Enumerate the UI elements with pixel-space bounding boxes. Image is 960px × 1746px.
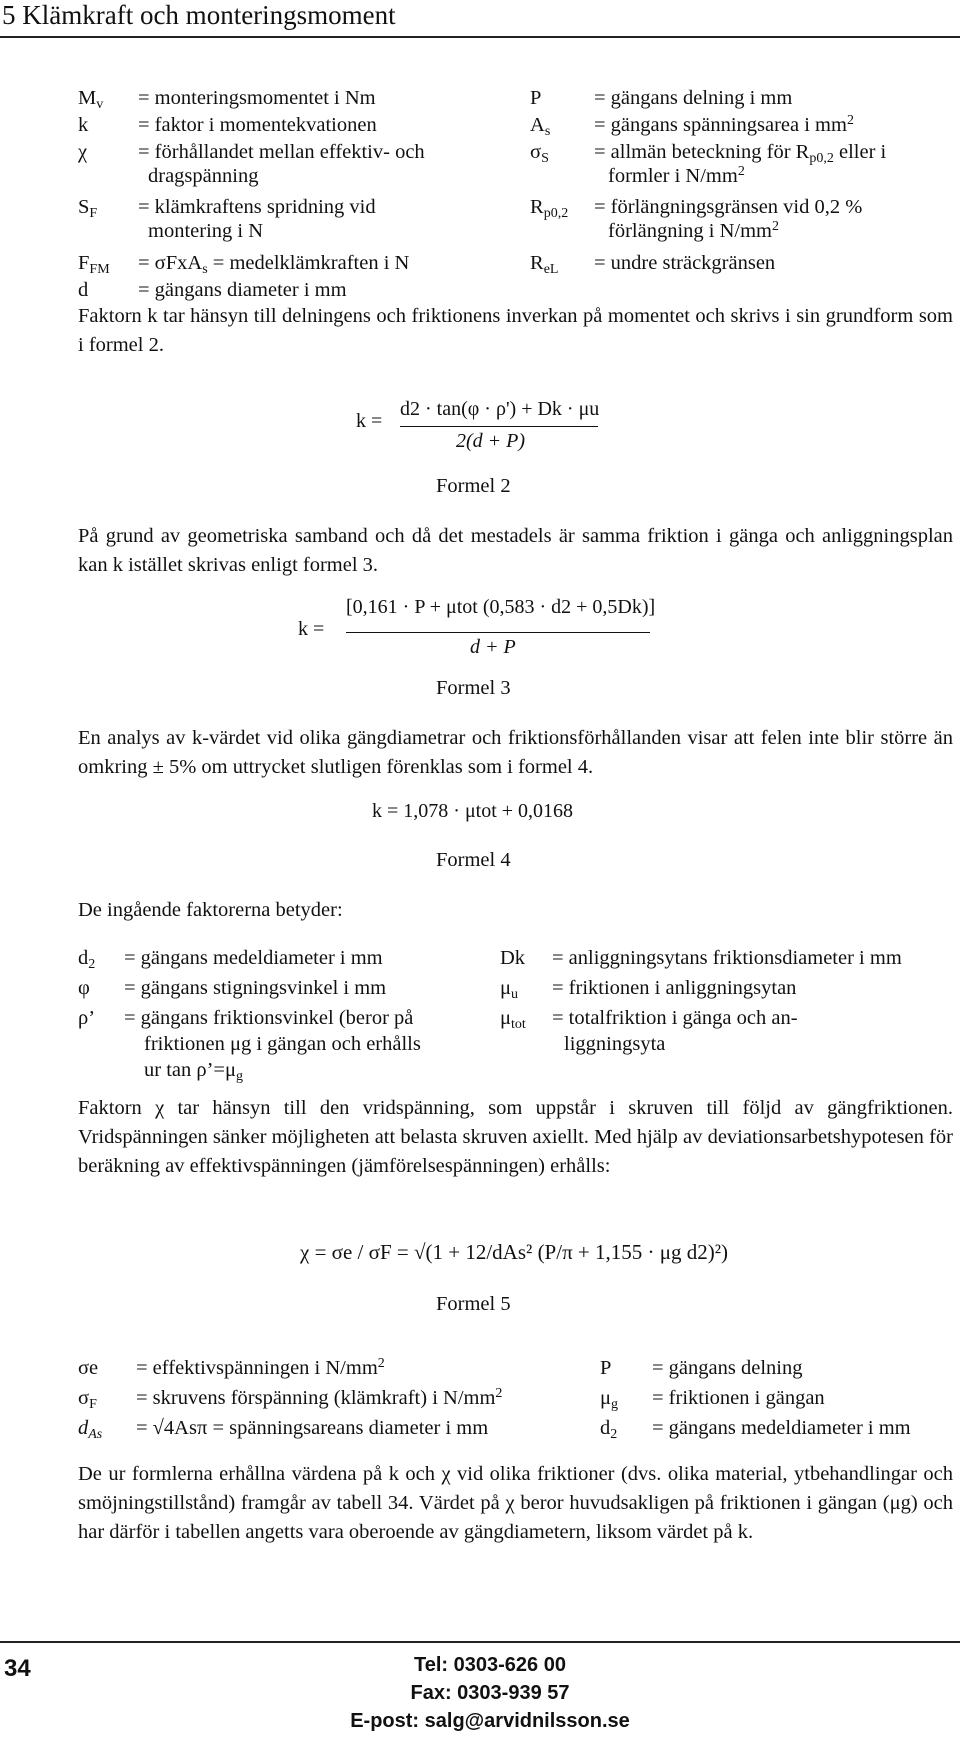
def-desc-cont: dragspänning (148, 165, 259, 187)
def-desc: = gängans medeldiameter i mm (652, 1417, 911, 1439)
paragraph-chi-factor: Faktorn χ tar hänsyn till den vridspänning, som uppstår i skruven till följd av gängfriktionen. Vridspänningen sänker möjligheten att belasta skruven axiellt. Med hjälp av deviationsarbetshypotesen för beräkning av effektivspänningen (jämförelsespänningen) erhålls: (78, 1097, 953, 1177)
def-desc: = friktionen i gängan (652, 1387, 825, 1409)
fraction-bar (346, 632, 650, 633)
def-symbol: $R_{eL}$ (530, 252, 559, 277)
formula-label: Formel 2 (436, 475, 511, 497)
paragraph-geometry: På grund av geometriska samband och då det mestadels är samma friktion i gänga och anliggningsplan kan k istället skrivas enligt formel 3. (78, 525, 953, 576)
formula-denominator: 2(d + P) (456, 430, 526, 452)
def-symbol: $\sigma_F$ (78, 1387, 97, 1412)
formula-expression: χ = σe / σF = √(1 + 12/dAs² (P/π + 1,155 · μg d2)²) (300, 1240, 729, 1264)
def-symbol: k (78, 114, 89, 136)
def-symbol: χ (78, 141, 88, 163)
def-desc-cont: friktionen μg i gängan och erhålls (144, 1033, 421, 1055)
formula-numerator: [0,161 · P + μtot (0,583 · d2 + 0,5Dk)] (346, 596, 656, 618)
def-desc-cont: formler i $N/mm^2$ (608, 164, 745, 187)
def-symbol: $A_s$ (530, 114, 551, 139)
def-desc: = undre sträckgränsen (594, 252, 776, 274)
def-symbol: $S_F$ (78, 196, 98, 221)
formula-expression: k = 1,078 · μtot + 0,0168 (372, 800, 574, 822)
def-desc: = √4Asπ = spänningsareans diameter i mm (136, 1417, 489, 1439)
fraction-bar (400, 426, 598, 427)
def-desc: = förhållandet mellan effektiv- och (138, 141, 425, 163)
paragraph-k-factor: Faktorn k tar hänsyn till delningens och friktionens inverkan på momentet och skrivs i sin grundform som i formel 2. (78, 305, 953, 356)
def-desc: = allmän beteckning för $R_{p0,2}$ eller i (594, 141, 887, 166)
formula-lhs: k = (356, 410, 383, 432)
def-desc: = gängans medeldiameter i mm (124, 947, 383, 969)
def-desc: = gängans stigningsvinkel i mm (124, 977, 387, 999)
section-title: 5 Klämkraft och monteringsmoment (2, 0, 396, 30)
def-desc: = friktionen i anliggningsytan (552, 977, 797, 999)
def-desc: = σFxA$_s$ = medelklämkraften i N (138, 252, 410, 277)
def-desc: = förlängningsgränsen vid 0,2 % (594, 196, 863, 218)
header-divider (0, 36, 960, 38)
def-symbol: $\mu_g$ (600, 1387, 618, 1412)
page-number: 34 (4, 1655, 31, 1682)
def-symbol: $d_{As}$ (78, 1417, 103, 1442)
def-desc: = faktor i momentekvationen (138, 114, 377, 136)
def-desc: = anliggningsytans friktionsdiameter i mm (552, 947, 902, 969)
formula-label: Formel 5 (436, 1293, 511, 1315)
def-symbol: φ (78, 977, 90, 999)
contact-email: E-post: salg@arvidnilsson.se (350, 1710, 630, 1732)
def-desc: = effektivspänningen i $N/mm^2$ (136, 1356, 385, 1379)
def-desc: = skruvens förspänning (klämkraft) i $N/mm^2$ (136, 1386, 503, 1409)
def-symbol: $d_2$ (600, 1417, 618, 1442)
footer-divider (0, 1641, 960, 1643)
def-desc: = gängans delning (652, 1357, 803, 1379)
formula-lhs: k = (298, 618, 325, 640)
def-symbol: $d_2$ (78, 947, 96, 972)
def-desc: = gängans friktionsvinkel (beror på (124, 1007, 414, 1029)
def-desc: = gängans diameter i mm (138, 279, 347, 301)
page-header (0, 0, 960, 36)
def-desc: = monteringsmomentet i Nm (138, 87, 376, 109)
def-desc-cont: ur $\tan \rho’=\mu_g$ (144, 1059, 243, 1084)
def-symbol: $\mu_u$ (500, 977, 518, 1002)
def-symbol: $\mu_{tot}$ (500, 1007, 526, 1032)
def-symbol: ρ’ (78, 1007, 96, 1029)
def-symbol: d (78, 279, 89, 301)
def-desc-cont: förlängning i $N/mm^2$ (608, 219, 779, 242)
formula-numerator: d2 · tan(φ · ρ') + Dk · μu (400, 398, 600, 420)
def-symbol: σe (78, 1357, 99, 1379)
def-desc: = klämkraftens spridning vid (138, 196, 376, 218)
def-desc: = gängans delning i mm (594, 87, 793, 109)
paragraph-table-reference: De ur formlerna erhållna värdena på k och χ vid olika friktioner (dvs. olika material, ytbehandlingar och smöjningstillstånd) framgår av tabell 34. Värdet på χ beror huvudsakligen på friktionen i gängan (μg) och har därför i tabellen angetts vara oberoende av gängdiametern, liksom värdet på k. (78, 1463, 953, 1543)
formula-denominator: d + P (470, 636, 516, 658)
formula-label: Formel 4 (436, 849, 511, 871)
formula-label: Formel 3 (436, 677, 511, 699)
factors-intro: De ingående faktorerna betyder: (78, 899, 343, 921)
def-desc: = gängans spänningsarea i $mm^2$ (594, 113, 854, 136)
contact-phone: Tel: 0303-626 00 (414, 1654, 566, 1676)
def-symbol: $\sigma_S$ (530, 141, 549, 166)
def-symbol: Dk (500, 947, 526, 969)
def-desc: = totalfriktion i gänga och an- (552, 1007, 798, 1029)
def-symbol: $R_{p0,2}$ (530, 196, 569, 221)
def-symbol: $F_{FM}$ (78, 252, 110, 277)
contact-fax: Fax: 0303-939 57 (410, 1682, 570, 1704)
def-desc-cont: liggningsyta (564, 1033, 666, 1055)
def-symbol: P (530, 87, 542, 109)
def-symbol: P (600, 1357, 612, 1379)
paragraph-analysis: En analys av k-värdet vid olika gängdiametrar och friktionsförhållanden visar att felen inte blir större än omkring ± 5% om uttrycket slutligen förenklas som i formel 4. (78, 727, 953, 778)
def-symbol: $M_v$ (78, 87, 104, 112)
def-desc-cont: montering i N (148, 220, 264, 242)
